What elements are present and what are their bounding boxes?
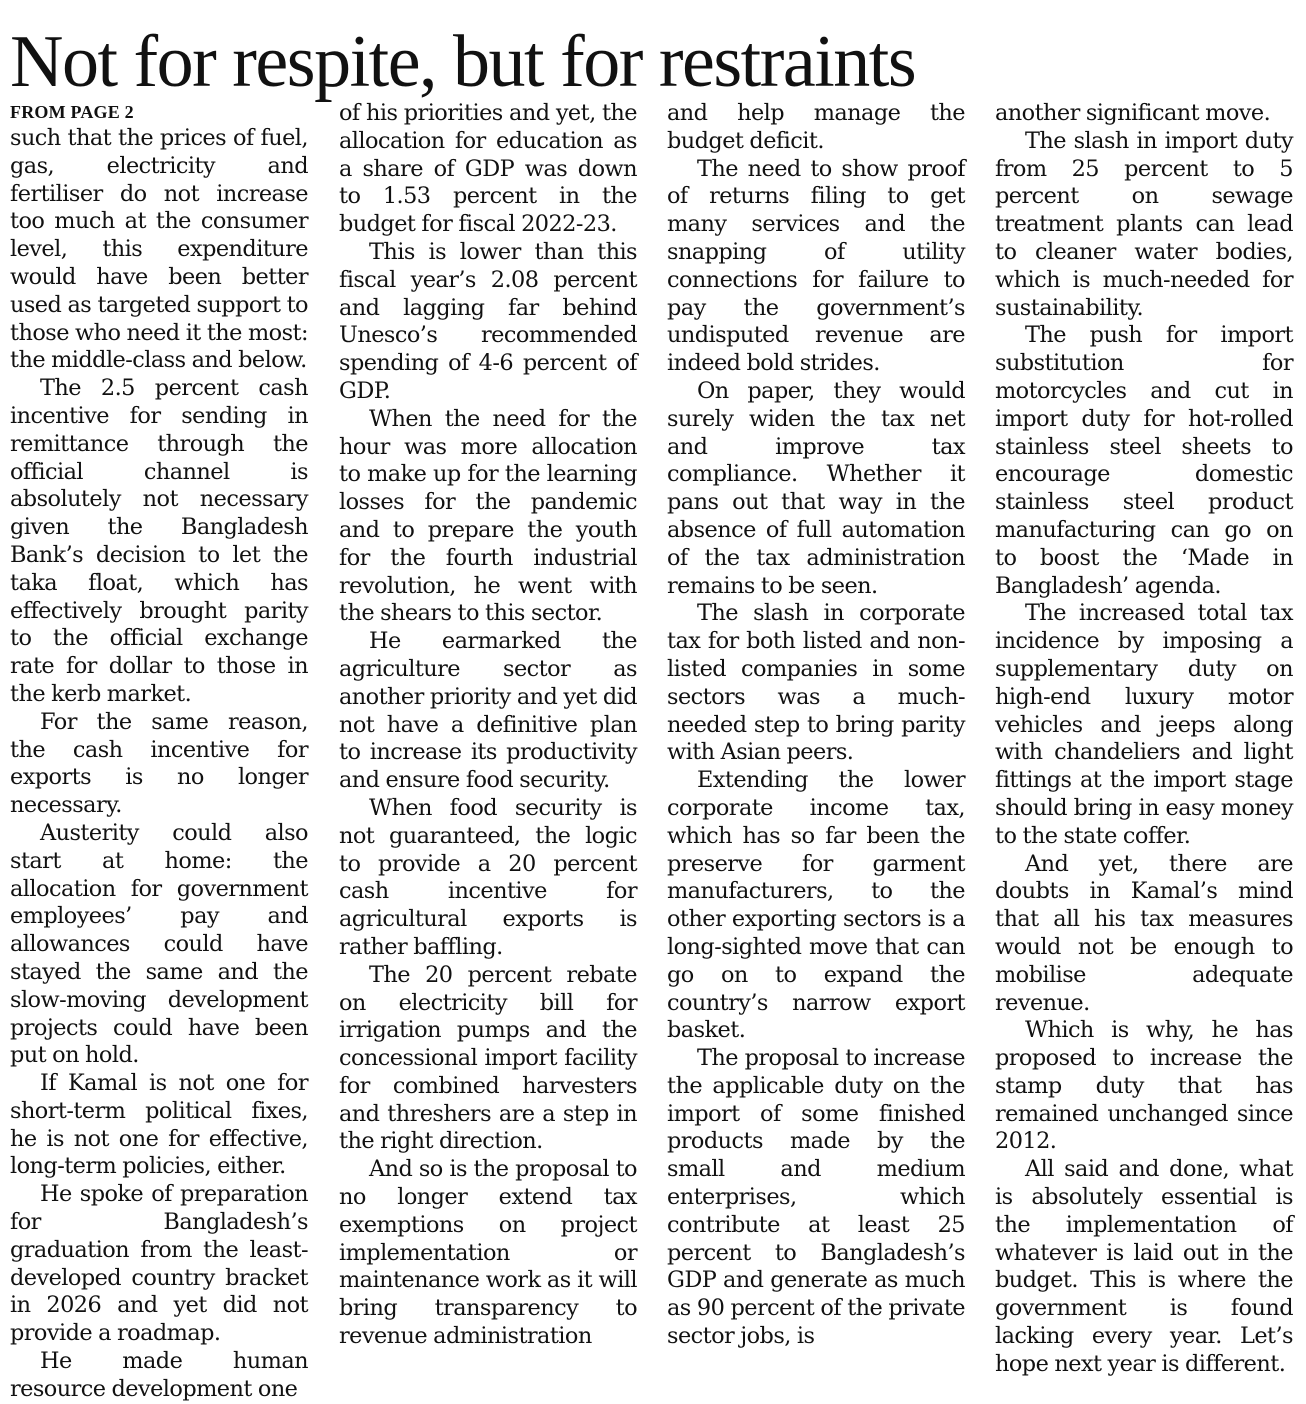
paragraph: All said and done, what is absolutely essential is the implementation of whatever is laid out in the budget. This is where the government is found lacking every year. Let’s hope next year is different. xyxy=(995,1156,1293,1377)
paragraph: such that the prices of fuel, gas, electricity and fertiliser do not increase too much at the consumer level, this expenditure would have been better used as targeted support to those who need it the most: the middle-class and below. xyxy=(10,125,308,374)
paragraph: For the same reason, the cash incentive for exports is no longer necessary. xyxy=(10,708,308,819)
paragraph: This is lower than this fiscal year’s 2.08 percent and lagging far behind Unesco’s recommended spending of 4-6 percent of GDP. xyxy=(339,238,637,404)
paragraph: He made human resource development one xyxy=(10,1348,308,1402)
paragraph: The increased total tax incidence by imposing a supplementary duty on high-end luxury motor vehicles and jeeps along with chandeliers and light fittings at the import stage should bring in easy money to the state coffer. xyxy=(995,600,1293,849)
paragraph: The push for import substitution for motorcycles and cut in import duty for hot-rolled stainless steel sheets to encourage domestic stainless steel product manufacturing can go on to boost the ‘Made in Bangladesh’ agenda. xyxy=(995,322,1293,599)
paragraph: Austerity could also start at home: the allocation for government employees’ pay and allowances could have stayed the same and the slow-moving development projects could have been put on hold. xyxy=(10,819,308,1069)
paragraph: The slash in import duty from 25 percent to 5 percent on sewage treatment plants can lead to cleaner water bodies, which is much-needed for sustainability. xyxy=(995,127,1293,321)
paragraph: And so is the proposal to no longer extend tax exemptions on project implementation or maintenance work as it will bring transparency to revenue administration xyxy=(339,1156,637,1350)
jump-kicker: FROM PAGE 2 xyxy=(10,102,134,122)
paragraph: of his priorities and yet, the allocation for education as a share of GDP was down to 1.53 percent in the budget for fiscal 2022-23. xyxy=(339,100,637,238)
paragraph: The need to show proof of returns filing to get many services and the snapping of utility connections for failure to pay the government’s undisputed revenue are indeed bold strides. xyxy=(667,155,965,377)
paragraph: If Kamal is not one for short-term political fixes, he is not one for effective, long-term policies, either. xyxy=(10,1070,308,1180)
paragraph: Extending the lower corporate income tax, which has so far been the preserve for garment manufacturers, to the other exporting sectors is a long-sighted move that can go on to expand the country’s narrow export basket. xyxy=(667,767,965,1044)
paragraph: And yet, there are doubts in Kamal’s mind that all his tax measures would not be enough to mobilise adequate revenue. xyxy=(995,850,1293,1016)
paragraph: The slash in corporate tax for both listed and non-listed companies in some sectors was a much-needed step to bring parity with Asian peers. xyxy=(667,600,965,766)
paragraph: When food security is not guaranteed, the logic to provide a 20 percent cash incentive for agricultural exports is rather baffling. xyxy=(339,794,637,960)
paragraph: Which is why, he has proposed to increase the stamp duty that has remained unchanged since 2012. xyxy=(995,1017,1293,1155)
article-column-4 xyxy=(995,100,1293,1377)
paragraph: He spoke of preparation for Bangladesh’s graduation from the least-developed country bracket in 2026 and yet did not provide a roadmap. xyxy=(10,1181,308,1347)
paragraph: The proposal to increase the applicable duty on the import of some finished products made by the small and medium enterprises, which contribute at least 25 percent to Bangladesh’s GDP and generate as much as 90 percent of the private sector jobs, is xyxy=(667,1045,965,1350)
article-column-2 xyxy=(339,100,637,1350)
article-column-1 xyxy=(10,125,308,1402)
paragraph: and help manage the budget deficit. xyxy=(667,100,965,154)
paragraph: When the need for the hour was more allocation to make up for the learning losses for the pandemic and to prepare the youth for the fourth industrial revolution, he went with the shears to this sector. xyxy=(339,405,637,627)
paragraph: another significant move. xyxy=(995,100,1271,126)
headline: Not for respite, but for restraints xyxy=(10,21,916,103)
paragraph: The 2.5 percent cash incentive for sending in remittance through the official channel is absolutely not necessary given the Bangladesh Bank’s decision to let the taka float, which has effectively brought parity to the official exchange rate for dollar to those in the kerb market. xyxy=(10,375,308,707)
paragraph: He earmarked the agriculture sector as another priority and yet did not have a definitive plan to increase its productivity and ensure food security. xyxy=(339,628,637,794)
paragraph: On paper, they would surely widen the tax net and improve tax compliance. Whether it pans out that way in the absence of full automation of the tax administration remains to be seen. xyxy=(667,377,965,599)
paragraph: The 20 percent rebate on electricity bill for irrigation pumps and the concessional import facility for combined harvesters and threshers are a step in the right direction. xyxy=(339,961,637,1155)
article-column-3 xyxy=(667,100,965,1350)
